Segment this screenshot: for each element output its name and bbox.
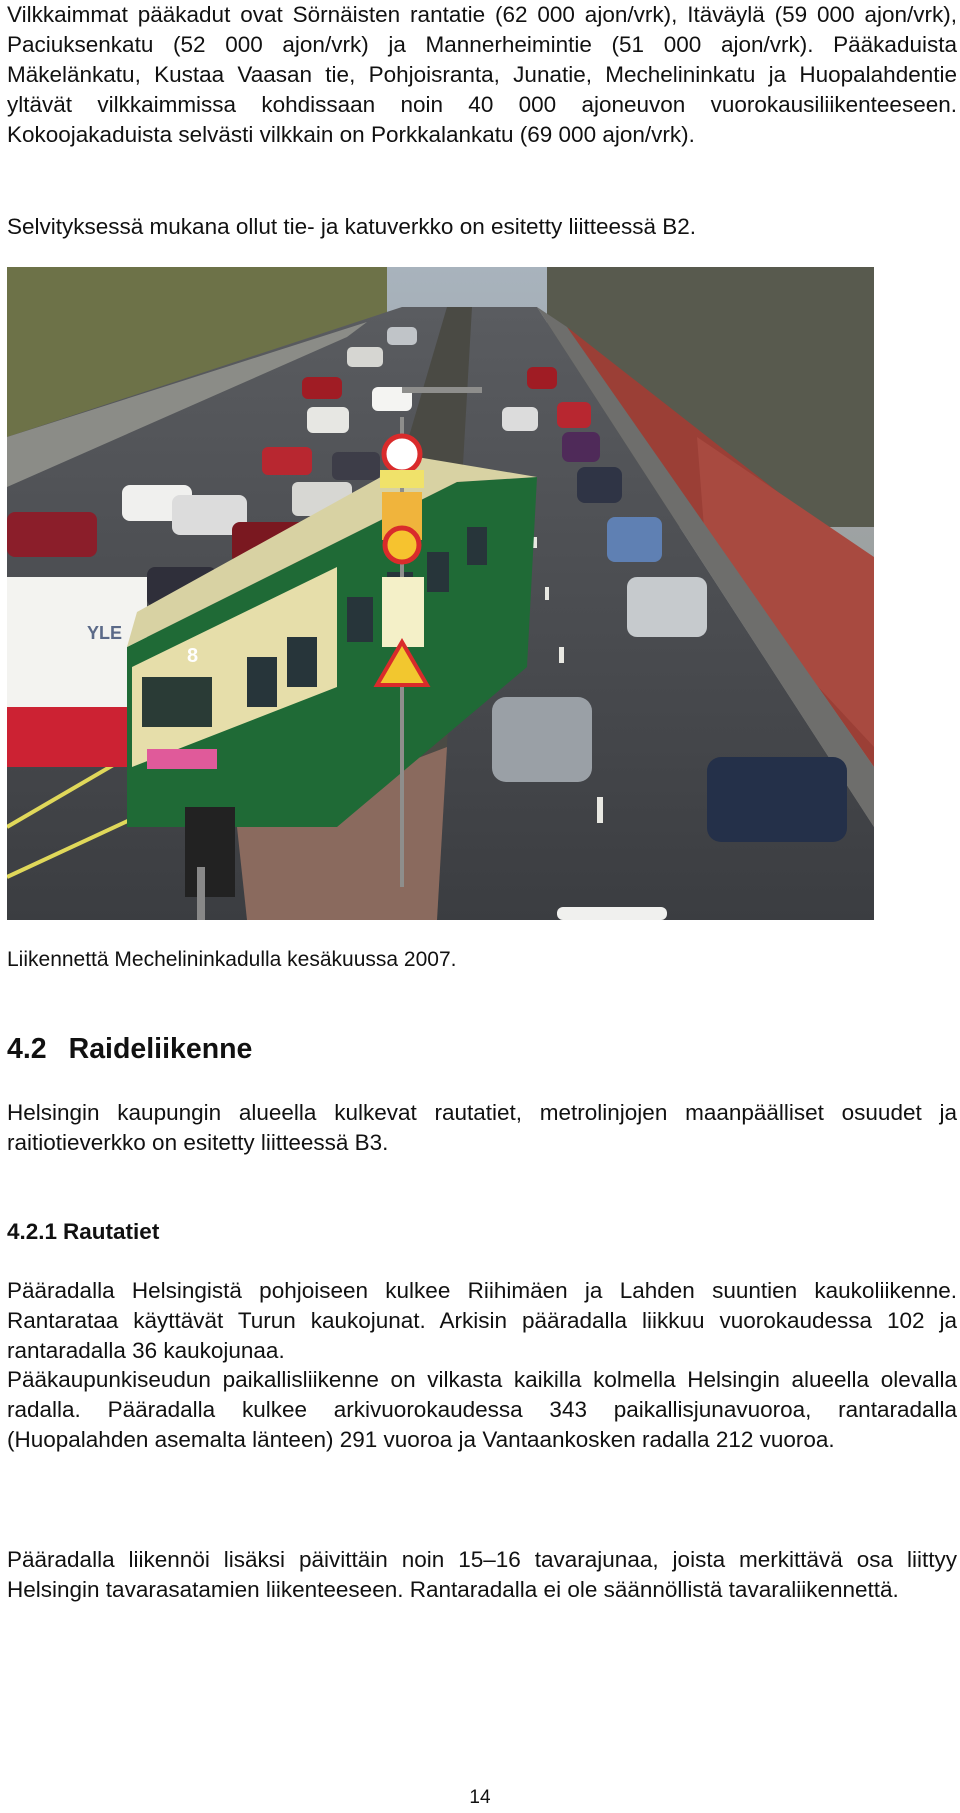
truck [7, 577, 147, 727]
paragraph-network-appendix: Selvityksessä mukana ollut tie- ja katuverkko on esitetty liitteessä B2. [7, 214, 697, 239]
traffic-photo [7, 267, 874, 920]
paragraph-local-traffic: Pääkaupunkiseudun paikallisliikenne on vilkasta kaikilla kolmella Helsingin alueella olevalla radalla. Pääradalla kulkee arkivuorokaudessa 343 paikallisjunavuoroa, rantaradalla (Huopalahden asemalta länteen) 291 vuoroa ja Vantaankosken radalla 212 vuoroa. [7, 1367, 957, 1452]
section-heading [7, 1033, 252, 1066]
section-number: 4.2 [7, 1033, 47, 1065]
section-title: Raideliikenne [68, 1033, 253, 1065]
truck-text: YLE [87, 623, 123, 643]
photo-caption: Liikennettä Mechelininkadulla kesäkuussa 2007. [7, 948, 457, 971]
tram-number: 8 [187, 645, 199, 667]
paragraph-main-streets: Vilkkaimmat pääkadut ovat Sörnäisten rantatie (62 000 ajon/vrk), Itäväylä (59 000 ajon/vrk), Paciuksenkatu (52 000 ajon/vrk) ja Mannerheimintie (51 000 ajon/vrk). Pääkaduista Mäkelänkatu, Kustaa Vaasan tie, Pohjoisranta, Junatie, Mechelininkatu ja Huopalahdentie yltävät vilkkaimmissa kohdissaan noin 40 000 ajoneuvon vuorokausiliikenteeseen. Kokoojakaduista selvästi vilkkain on Porkkalankatu (69 000 ajon/vrk). [7, 2, 957, 147]
traffic-photo-illustration [7, 267, 874, 920]
subsection-number: 4.2.1 [7, 1219, 58, 1244]
page-number: 14 [469, 1787, 491, 1808]
paragraph-freight: Pääradalla liikennöi lisäksi päivittäin noin 15–16 tavarajunaa, joista merkittävä osa liittyy Helsingin tavarasatamien liikenteeseen. Rantaradalla ei ole säännöllistä tavaraliikennettä. [7, 1547, 957, 1602]
subsection-title: Rautatiet [63, 1219, 160, 1244]
subsection-heading [7, 1219, 159, 1245]
paragraph-rail-network: Helsingin kaupungin alueella kulkevat rautatiet, metrolinjojen maanpäälliset osuudet ja raitiotieverkko on esitetty liitteessä B3. [7, 1100, 957, 1155]
paragraph-long-distance: Pääradalla Helsingistä pohjoiseen kulkee Riihimäen ja Lahden suuntien kaukoliikenne. Rantarataa käyttävät Turun kaukojunat. Arkisin pääradalla liikkuu vuorokaudessa 102 ja rantaradalla 36 kaukojunaa. [7, 1278, 957, 1363]
